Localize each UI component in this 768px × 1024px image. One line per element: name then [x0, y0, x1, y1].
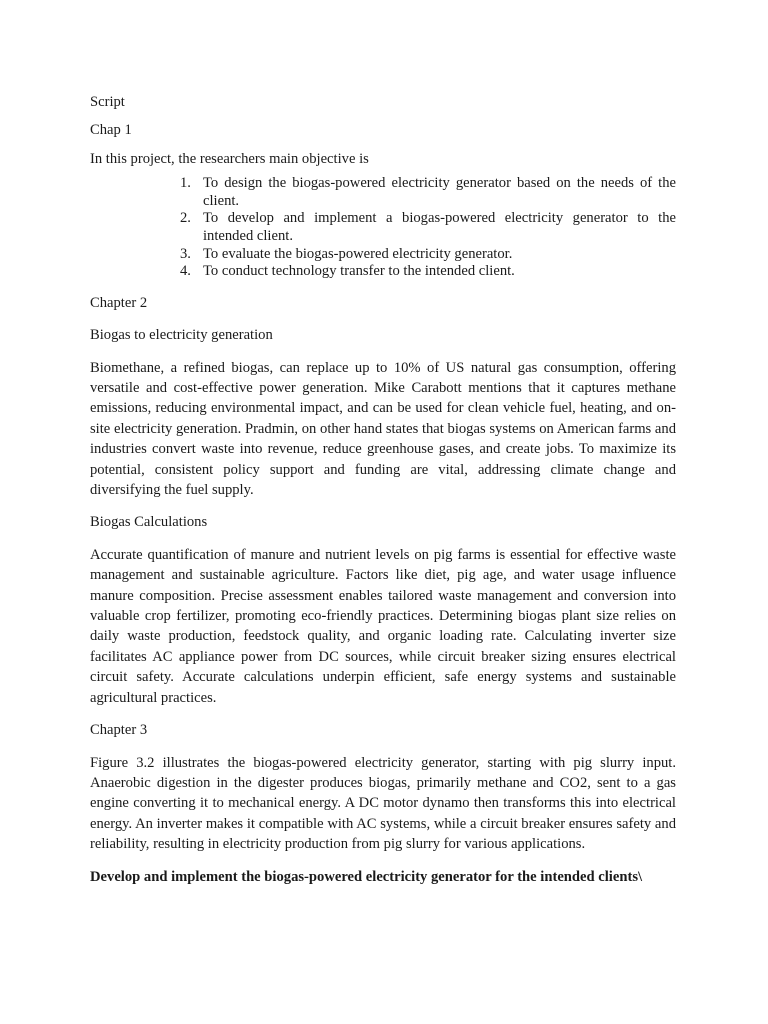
- objectives-intro: In this project, the researchers main objective is: [90, 150, 369, 167]
- chapter-1-label: Chap 1: [90, 122, 132, 139]
- list-item-number: 2.: [180, 210, 191, 227]
- chapter-2-label: Chapter 2: [90, 294, 148, 311]
- list-item-text: To evaluate the biogas-powered electricity generator.: [203, 245, 513, 262]
- section-heading-biogas-calculations: Biogas Calculations: [90, 514, 208, 531]
- bold-section-heading: Develop and implement the biogas-powered electricity generator for the intended clients\: [90, 868, 643, 885]
- list-item: [90, 246, 676, 264]
- list-item-number: 1.: [180, 175, 191, 192]
- script-label: Script: [90, 94, 125, 110]
- list-item: [90, 175, 676, 210]
- list-item-number: 3.: [180, 245, 191, 262]
- document-page: [90, 92, 676, 899]
- objectives-list: [90, 175, 676, 281]
- paragraph-biomethane: Biomethane, a refined biogas, can replace up to 10% of US natural gas consumption, offering versatile and cost-effective power generation. Mike Carabott mentions that it captures methane emissions, reducing environmental impact, and can be used for clean vehicle fuel, heating, and on-site electricity generation. Pradmin, on other hand states that biogas systems on American farms and industries convert waste into revenue, reduce greenhouse gases, and create jobs. To maximize its potential, consistent policy support and funding are vital, addressing climate change and diversifying the fuel supply.: [90, 359, 676, 499]
- list-item-text: To design the biogas-powered electricity generator based on the needs of the client.: [203, 175, 676, 209]
- list-item: [90, 210, 676, 245]
- list-item-number: 4.: [180, 263, 191, 280]
- chapter-3-label: Chapter 3: [90, 722, 148, 739]
- section-heading-biogas-electricity: Biogas to electricity generation: [90, 327, 273, 344]
- paragraph-figure-description: Figure 3.2 illustrates the biogas-powered electricity generator, starting with pig slurry input. Anaerobic digestion in the digester produces biogas, primarily methane and CO2, sent to a gas engine converting it to mechanical energy. A DC motor dynamo then transforms this into electrical energy. An inverter makes it compatible with AC systems, while a circuit breaker ensures safety and reliability, resulting in electricity production from pig slurry for various applications.: [90, 754, 676, 853]
- paragraph-calculations: Accurate quantification of manure and nutrient levels on pig farms is essential for effective waste management and sustainable agriculture. Factors like diet, pig age, and water usage influence manure composition. Precise assessment enables tailored waste management and conversion into valuable crop fertilizer, promoting eco-friendly practices. Determining biogas plant size relies on daily waste production, feedstock quality, and organic loading rate. Calculating inverter size facilitates AC appliance power from DC sources, while circuit breaker sizing ensures electrical circuit safety. Accurate calculations underpin efficient, safe energy systems and sustainable agricultural practices.: [90, 546, 676, 706]
- list-item-text: To conduct technology transfer to the intended client.: [203, 263, 515, 280]
- list-item-text: To develop and implement a biogas-powered electricity generator to the intended client.: [203, 210, 676, 244]
- list-item: [90, 263, 676, 281]
